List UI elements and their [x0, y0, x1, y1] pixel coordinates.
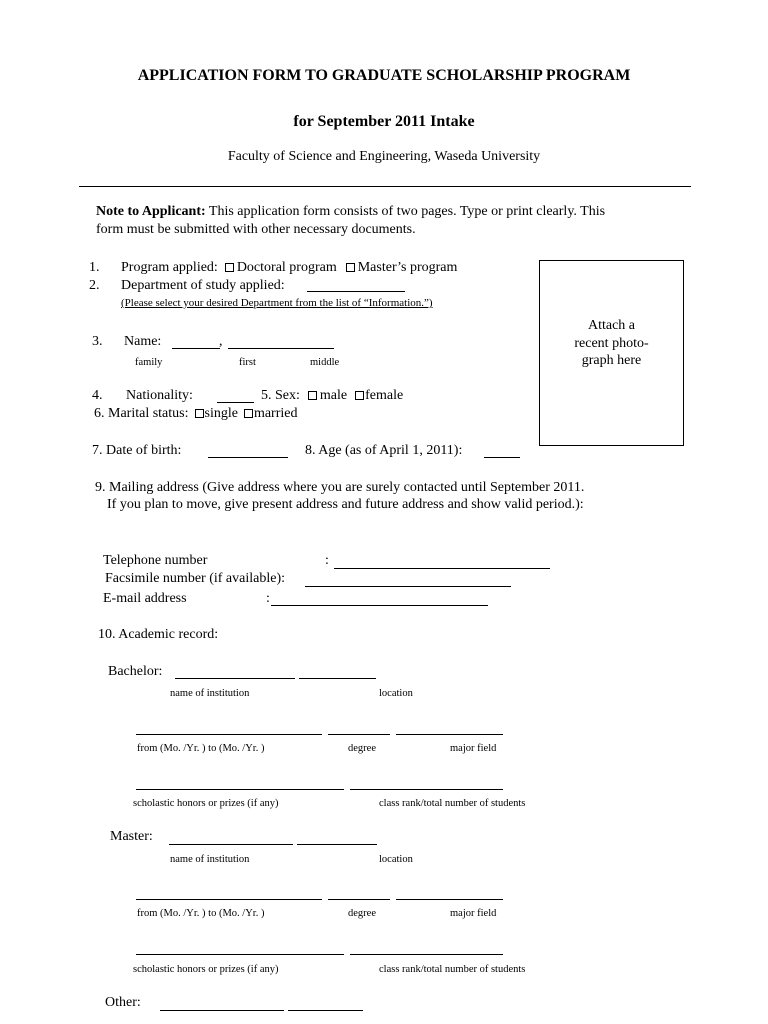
nationality-field[interactable]	[217, 402, 254, 403]
master-honors-field[interactable]	[136, 954, 344, 955]
single-checkbox[interactable]	[195, 409, 204, 418]
note-text-1: This application form consists of two pages. Type or print clearly. This	[205, 204, 606, 219]
photo-text-2: recent photo-	[574, 336, 649, 351]
bachelor-location-field[interactable]	[299, 678, 376, 679]
master-dates-field[interactable]	[136, 899, 322, 900]
bachelor-dates-caption: from (Mo. /Yr. ) to (Mo. /Yr. )	[137, 743, 265, 754]
q2-label: Department of study applied:	[121, 278, 285, 293]
q4-number: 4.	[92, 388, 103, 403]
q3-label: Name:	[124, 334, 162, 349]
bachelor-major-caption: major field	[450, 743, 497, 754]
masters-checkbox[interactable]	[346, 263, 355, 272]
email-label: E-mail address	[103, 591, 187, 606]
other-label: Other:	[105, 995, 141, 1010]
master-honors-caption: scholastic honors or prizes (if any)	[133, 964, 279, 975]
note-text-2: form must be submitted with other necessary documents.	[96, 222, 416, 237]
bachelor-dates-field[interactable]	[136, 734, 322, 735]
bachelor-label: Bachelor:	[108, 664, 163, 679]
name-separator: ,	[219, 334, 223, 349]
phone-label: Telephone number	[103, 553, 208, 568]
female-label: female	[365, 388, 404, 403]
phone-colon: :	[325, 553, 329, 568]
email-colon: :	[266, 591, 270, 606]
q6-label: 6. Marital status:	[94, 406, 189, 421]
family-caption: family	[135, 357, 163, 368]
q4-label: Nationality:	[126, 388, 193, 403]
q5-label: 5. Sex:	[261, 388, 300, 403]
phone-field[interactable]	[334, 568, 550, 569]
q1-number: 1.	[89, 260, 100, 275]
married-checkbox[interactable]	[244, 409, 253, 418]
master-rank-caption: class rank/total number of students	[379, 964, 526, 975]
q6-row	[94, 406, 297, 422]
photo-text-1: Attach a	[587, 318, 636, 333]
bachelor-degree-caption: degree	[348, 743, 376, 754]
q9-line-2: If you plan to move, give present address and future address and show valid period.):	[107, 497, 584, 512]
bachelor-honors-caption: scholastic honors or prizes (if any)	[133, 798, 279, 809]
fax-label: Facsimile number (if available):	[105, 571, 285, 586]
photo-text-3: graph here	[581, 353, 642, 368]
master-dates-caption: from (Mo. /Yr. ) to (Mo. /Yr. )	[137, 908, 265, 919]
master-major-caption: major field	[450, 908, 497, 919]
bachelor-location-caption: location	[379, 688, 413, 699]
male-label: male	[319, 388, 348, 403]
master-location-field[interactable]	[297, 844, 377, 845]
first-caption: first	[239, 357, 256, 368]
note-line-1	[96, 204, 605, 220]
married-label: married	[253, 406, 298, 421]
bachelor-honors-field[interactable]	[136, 789, 344, 790]
bachelor-major-field[interactable]	[396, 734, 503, 735]
form-subtitle: for September 2011 Intake	[293, 113, 475, 130]
q2-number: 2.	[89, 278, 100, 293]
middle-caption: middle	[310, 357, 340, 368]
master-rank-field[interactable]	[350, 954, 503, 955]
header-divider	[79, 186, 691, 187]
master-location-caption: location	[379, 854, 413, 865]
form-title: APPLICATION FORM TO GRADUATE SCHOLARSHIP PROGRAM	[137, 67, 631, 84]
masters-label: Master’s program	[357, 260, 458, 275]
department-field[interactable]	[307, 291, 405, 292]
other-institution-field[interactable]	[160, 1010, 284, 1011]
master-label: Master:	[110, 829, 153, 844]
q5-row	[261, 388, 403, 404]
master-degree-caption: degree	[348, 908, 376, 919]
bachelor-institution-field[interactable]	[175, 678, 295, 679]
master-degree-field[interactable]	[328, 899, 390, 900]
master-institution-caption: name of institution	[170, 854, 250, 865]
q1-row	[121, 260, 457, 276]
q3-number: 3.	[92, 334, 103, 349]
q9-line-1: 9. Mailing address (Give address where you are surely contacted until September 2011.	[95, 480, 585, 495]
bachelor-degree-field[interactable]	[328, 734, 390, 735]
female-checkbox[interactable]	[355, 391, 364, 400]
bachelor-institution-caption: name of institution	[170, 688, 250, 699]
master-major-field[interactable]	[396, 899, 503, 900]
q8-label: 8. Age (as of April 1, 2011):	[305, 443, 463, 458]
q1-label: Program applied:	[121, 260, 218, 275]
note-label: Note to Applicant:	[96, 204, 206, 219]
family-name-field[interactable]	[172, 348, 220, 349]
other-location-field[interactable]	[288, 1010, 363, 1011]
male-checkbox[interactable]	[308, 391, 317, 400]
q10-label: 10. Academic record:	[98, 627, 219, 642]
doctoral-label: Doctoral program	[236, 260, 337, 275]
email-field[interactable]	[271, 605, 488, 606]
bachelor-rank-caption: class rank/total number of students	[379, 798, 526, 809]
doctoral-checkbox[interactable]	[225, 263, 234, 272]
q7-label: 7. Date of birth:	[92, 443, 182, 458]
birth-date-field[interactable]	[208, 457, 288, 458]
department-hint: (Please select your desired Department from the list of “Information.”)	[121, 297, 433, 309]
photo-box[interactable]	[539, 260, 684, 446]
faculty-name: Faculty of Science and Engineering, Waseda University	[227, 149, 541, 164]
bachelor-rank-field[interactable]	[350, 789, 503, 790]
age-field[interactable]	[484, 457, 520, 458]
master-institution-field[interactable]	[169, 844, 293, 845]
first-middle-name-field[interactable]	[228, 348, 334, 349]
fax-field[interactable]	[305, 586, 511, 587]
single-label: single	[204, 406, 238, 421]
